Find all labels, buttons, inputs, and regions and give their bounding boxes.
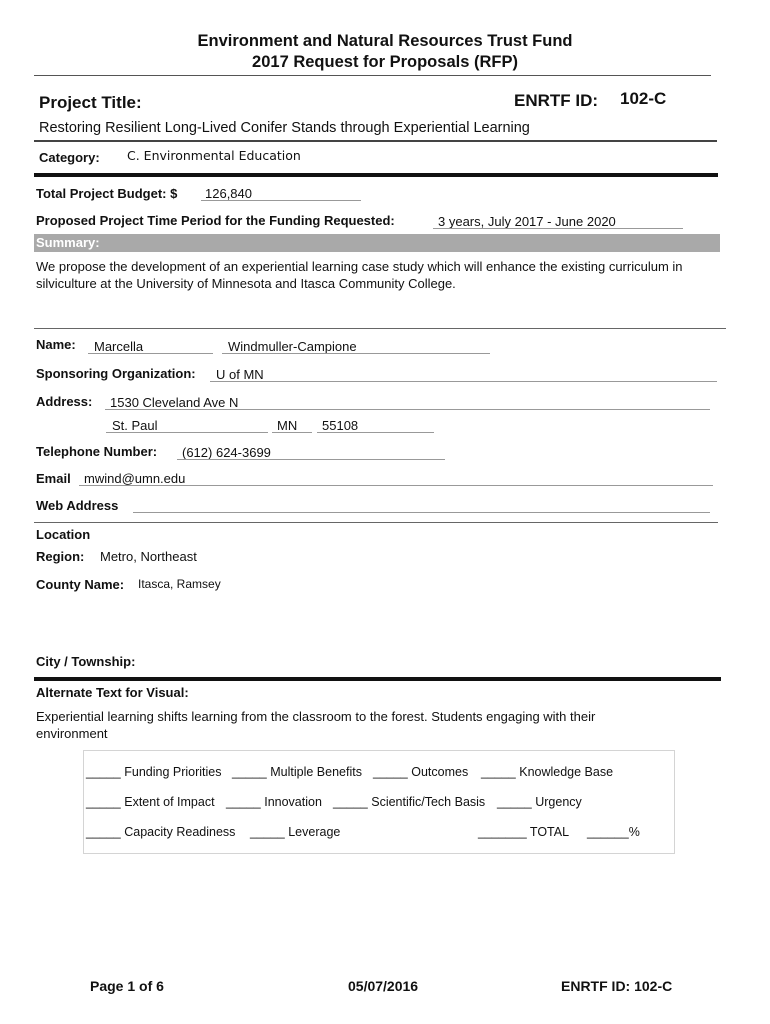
period-label: Proposed Project Time Period for the Funding Requested:: [36, 213, 395, 228]
footer-date: 05/07/2016: [348, 978, 419, 994]
address-underline: [105, 409, 710, 410]
first-name-underline: [88, 353, 213, 354]
phone-value: (612) 624-3699: [182, 445, 271, 460]
email-label: Email: [36, 471, 71, 486]
web-label: Web Address: [36, 498, 119, 513]
enrtf-id-value: 102-C: [620, 89, 667, 108]
phone-label: Telephone Number:: [36, 444, 158, 459]
alt-text-label: Alternate Text for Visual:: [36, 685, 189, 700]
last-name-underline: [222, 353, 490, 354]
name-label: Name:: [36, 337, 76, 352]
region-label: Region:: [36, 549, 85, 564]
city-underline: [106, 432, 268, 433]
score-multiple-benefits: _____ Multiple Benefits: [232, 765, 362, 779]
budget-underline: [201, 200, 361, 201]
alt-text-value: Experiential learning shifts learning from the classroom to the forest. Students engaging with their environment: [36, 709, 596, 741]
summary-divider: [34, 328, 726, 329]
score-percent: ______%: [587, 825, 640, 839]
score-innovation: _____ Innovation: [226, 795, 322, 809]
score-total: _______ TOTAL: [478, 825, 570, 839]
score-urgency: _____ Urgency: [497, 795, 582, 809]
location-divider: [34, 677, 721, 681]
header-line-2: 2017 Request for Proposals (RFP): [252, 53, 518, 71]
zip-value: 55108: [322, 418, 359, 433]
web-underline: [133, 512, 710, 513]
score-knowledge-base: _____ Knowledge Base: [481, 765, 614, 779]
category-value: C. Environmental Education: [127, 148, 301, 163]
category-label: Category:: [39, 150, 100, 165]
org-value: U of MN: [216, 367, 264, 382]
contact-divider: [34, 522, 718, 523]
location-heading: Location: [36, 527, 91, 542]
footer-id: ENRTF ID: 102-C: [561, 978, 673, 994]
score-funding-priorities: _____ Funding Priorities: [86, 765, 222, 779]
last-name-value: Windmuller-Campione: [228, 339, 357, 354]
header-divider: [34, 75, 711, 76]
county-value: Itasca, Ramsey: [138, 577, 221, 591]
first-name-value: Marcella: [94, 339, 144, 354]
email-underline: [79, 485, 713, 486]
address-label: Address:: [36, 394, 93, 409]
summary-label: Summary:: [36, 235, 100, 250]
budget-label: Total Project Budget: $: [36, 186, 178, 201]
state-value: MN: [277, 418, 298, 433]
category-divider: [34, 173, 718, 177]
footer-page: Page 1 of 6: [90, 978, 164, 994]
org-underline: [210, 381, 717, 382]
period-underline: [433, 228, 683, 229]
phone-underline: [177, 459, 445, 460]
project-title-label: Project Title:: [39, 93, 142, 112]
score-outcomes: _____ Outcomes: [373, 765, 469, 779]
score-capacity-readiness: _____ Capacity Readiness: [86, 825, 236, 839]
state-underline: [272, 432, 312, 433]
period-value: 3 years, July 2017 - June 2020: [438, 214, 616, 229]
address-line1-value: 1530 Cleveland Ave N: [110, 395, 239, 410]
summary-text: We propose the development of an experiential learning case study which will enhance the existing curriculum in silviculture at the University of Minnesota and Itasca Community College.: [36, 259, 683, 291]
score-extent-of-impact: _____ Extent of Impact: [86, 795, 215, 809]
county-label: County Name:: [36, 577, 125, 592]
summary-bar: [34, 234, 720, 252]
score-leverage: _____ Leverage: [250, 825, 341, 839]
budget-value: 126,840: [205, 186, 252, 201]
title-divider: [34, 140, 717, 142]
email-value: mwind@umn.edu: [84, 471, 186, 486]
zip-underline: [317, 432, 434, 433]
city-value: St. Paul: [112, 418, 158, 433]
header-line-1: Environment and Natural Resources Trust Fund: [197, 32, 573, 50]
enrtf-id-label: ENRTF ID:: [514, 91, 599, 110]
org-label: Sponsoring Organization:: [36, 366, 196, 381]
project-title-value: Restoring Resilient Long-Lived Conifer Stands through Experiential Learning: [39, 120, 530, 136]
region-value: Metro, Northeast: [100, 549, 197, 564]
city-township-label: City / Township:: [36, 654, 136, 669]
score-scientific-tech-basis: _____ Scientific/Tech Basis: [333, 795, 486, 809]
